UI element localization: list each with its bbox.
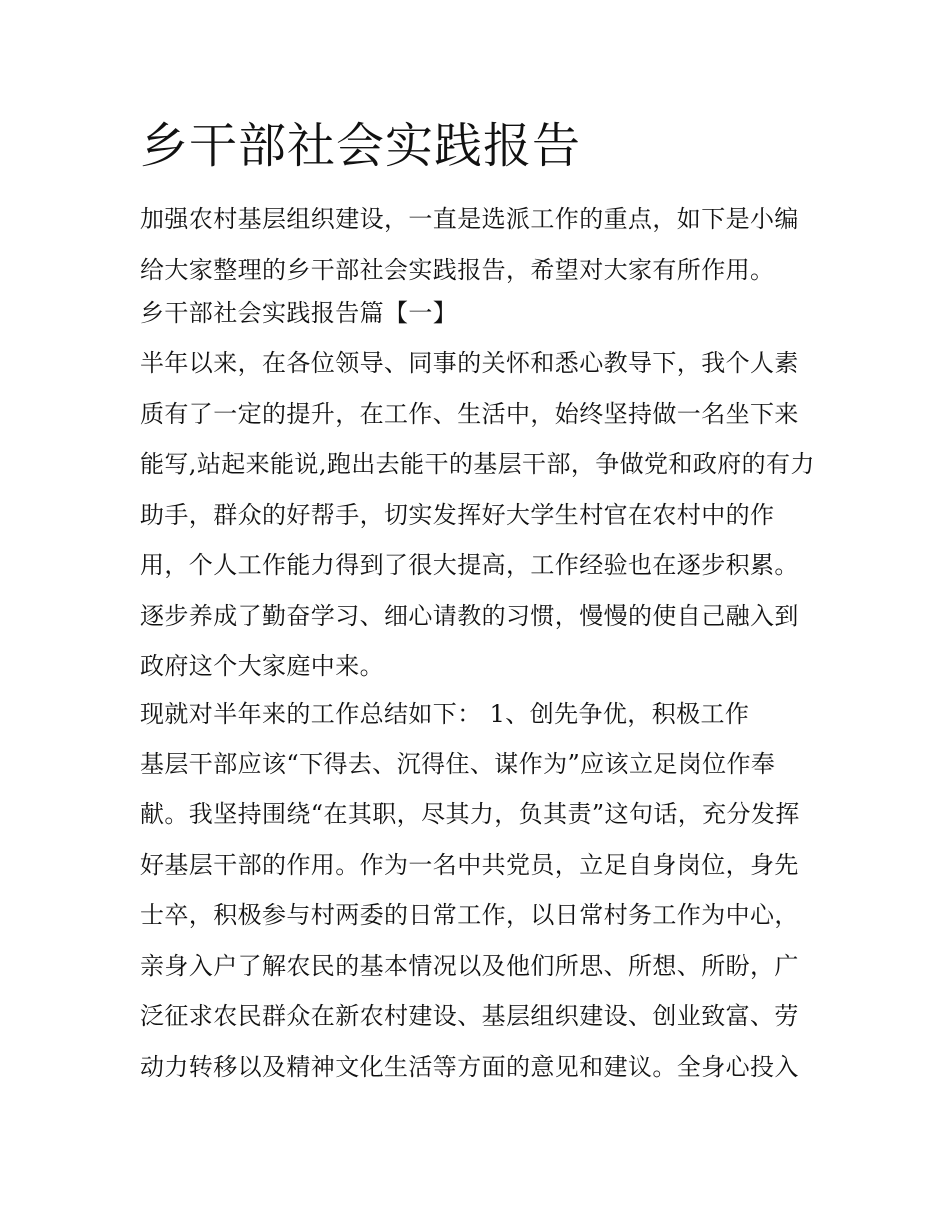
intro-paragraph: 加强农村基层组织建设，一直是选派工作的重点，如下是小编给大家整理的乡干部社会实践报告，希望对大家有所作用。: [140, 205, 799, 284]
document-body: [140, 112, 820, 1092]
section-heading: 乡干部社会实践报告篇【一】: [140, 299, 458, 327]
body-paragraph: 半年以来，在各位领导、同事的关怀和悉心教导下，我个人素质有了一定的提升，在工作、生活中，始终坚持做一名坐下来能写,站起来能说,跑出去能干的基层干部，争做党和政府的有力助手，群众的好帮手，切实发挥好大学生村官在农村中的作用，个人工作能力得到了很大提高，工作经验也在逐步积累。逐步养成了勤奋学习、细心请教的习惯，慢慢的使自己融入到政府这个大家庭中来。: [140, 349, 815, 680]
document-title: 乡干部社会实践报告: [140, 118, 582, 174]
body-paragraph: 基层干部应该“下得去、沉得住、谋作为”应该立足岗位作奉献。我坚持围绕“在其职，尽其力，负其责”这句话，充分发挥好基层干部的作用。作为一名中共党员，立足自身岗位，身先士卒，积极参与村两委的日常工作，以日常村务工作为中心，亲身入户了解农民的基本情况以及他们所思、所想、所盼，广泛征求农民群众在新农村建设、基层组织建设、创业致富、劳动力转移以及精神文化生活等方面的意见和建议。全身心投入: [140, 749, 800, 1081]
summary-heading: 现就对半年来的工作总结如下： 1、创先争优，积极工作: [140, 699, 750, 728]
